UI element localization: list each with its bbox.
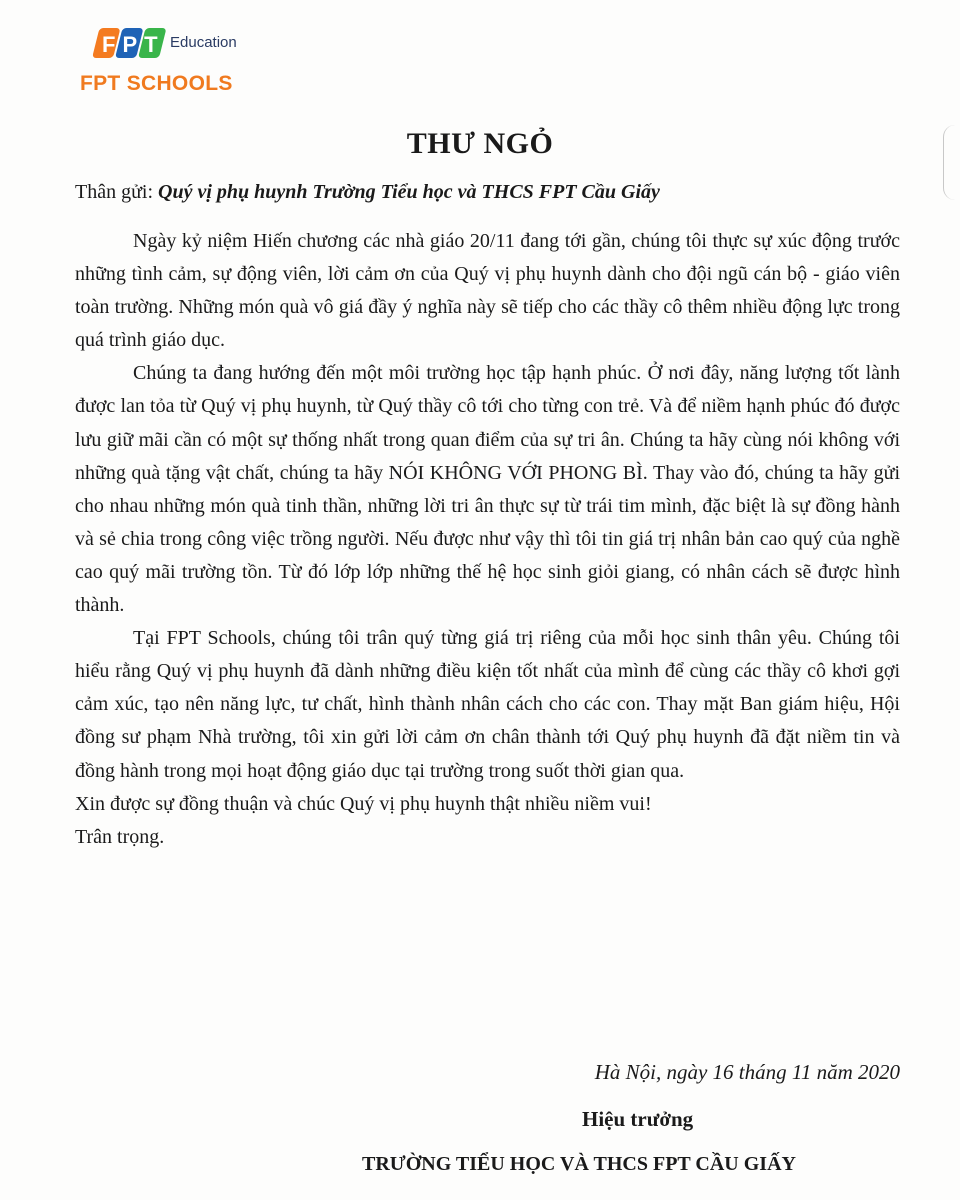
paragraph-2: Chúng ta đang hướng đến một môi trường học tập hạnh phúc. Ở nơi đây, năng lượng tốt lành được lan tỏa từ Quý vị phụ huynh, từ Quý thầy cô tới cho từng con trẻ. Và để niềm hạnh phúc đó được lưu giữ mãi cần có một sự thống nhất trong quan điểm của sự tri ân. Chúng ta hãy cùng nói không với những quà tặng vật chất, chúng ta hãy NÓI KHÔNG VỚI PHONG BÌ. Thay vào đó, chúng ta hãy gửi cho nhau những món quà tinh thần, những lời tri ân thực sự từ trái tim mình, đặc biệt là sự đồng hành và sẻ chia trong công việc trồng người. Nếu được như vậy thì tôi tin giá trị nhân bản cao quý của nghề cao quý mãi trường tồn. Từ đó lớp lớp những thế hệ học sinh giỏi giang, có nhân cách sẽ được hình thành. (75, 362, 900, 617)
salutation-line (75, 181, 660, 204)
fpt-education-logo (80, 26, 252, 102)
signer-title: Hiệu trưởng (582, 1107, 694, 1131)
logo-schools-text: FPT SCHOOLS (80, 72, 233, 95)
fpt-logo-icon (92, 26, 166, 60)
letter-title: THƯ NGỎ (406, 127, 554, 160)
paragraph-1: Ngày kỷ niệm Hiến chương các nhà giáo 20/11 đang tới gần, chúng tôi thực sự xúc động trước những tình cảm, sự động viên, lời cảm ơn của Quý vị phụ huynh dành cho đội ngũ cán bộ - giáo viên toàn trường. Những món quà vô giá đầy ý nghĩa này sẽ tiếp cho các thầy cô thêm nhiều động lực trong quá trình giáo dục. (75, 230, 900, 352)
paragraph-3: Tại FPT Schools, chúng tôi trân quý từng giá trị riêng của mỗi học sinh thân yêu. Chúng tôi hiểu rằng Quý vị phụ huynh đã dành những điều kiện tốt nhất của mình để cùng các thầy cô khơi gợi cảm xúc, tạo nên năng lực, tư chất, hình thành nhân cách cho các con. Thay mặt Ban giám hiệu, Hội đồng sư phạm Nhà trường, tôi xin gửi lời cảm ơn chân thành tới Quý phụ huynh đã đặt niềm tin và đồng hành trong mọi hoạt động giáo dục tại trường trong suốt thời gian qua. (75, 627, 900, 782)
regards: Trân trọng. (75, 825, 165, 848)
letter-body (75, 225, 900, 854)
logo-letters: FPT (102, 32, 165, 57)
salutation-prefix: Thân gửi: (75, 181, 159, 203)
signer-school: TRƯỜNG TIỂU HỌC VÀ THCS FPT CẦU GIẤY (362, 1153, 796, 1175)
salutation-recipient: Quý vị phụ huynh Trường Tiểu học và THCS FPT Cầu Giấy (158, 181, 660, 203)
closing-wish: Xin được sự đồng thuận và chúc Quý vị phụ huynh thật nhiều niềm vui! (75, 792, 652, 815)
logo-education-text: Education (170, 34, 237, 51)
letter-date: Hà Nội, ngày 16 tháng 11 năm 2020 (594, 1060, 900, 1084)
